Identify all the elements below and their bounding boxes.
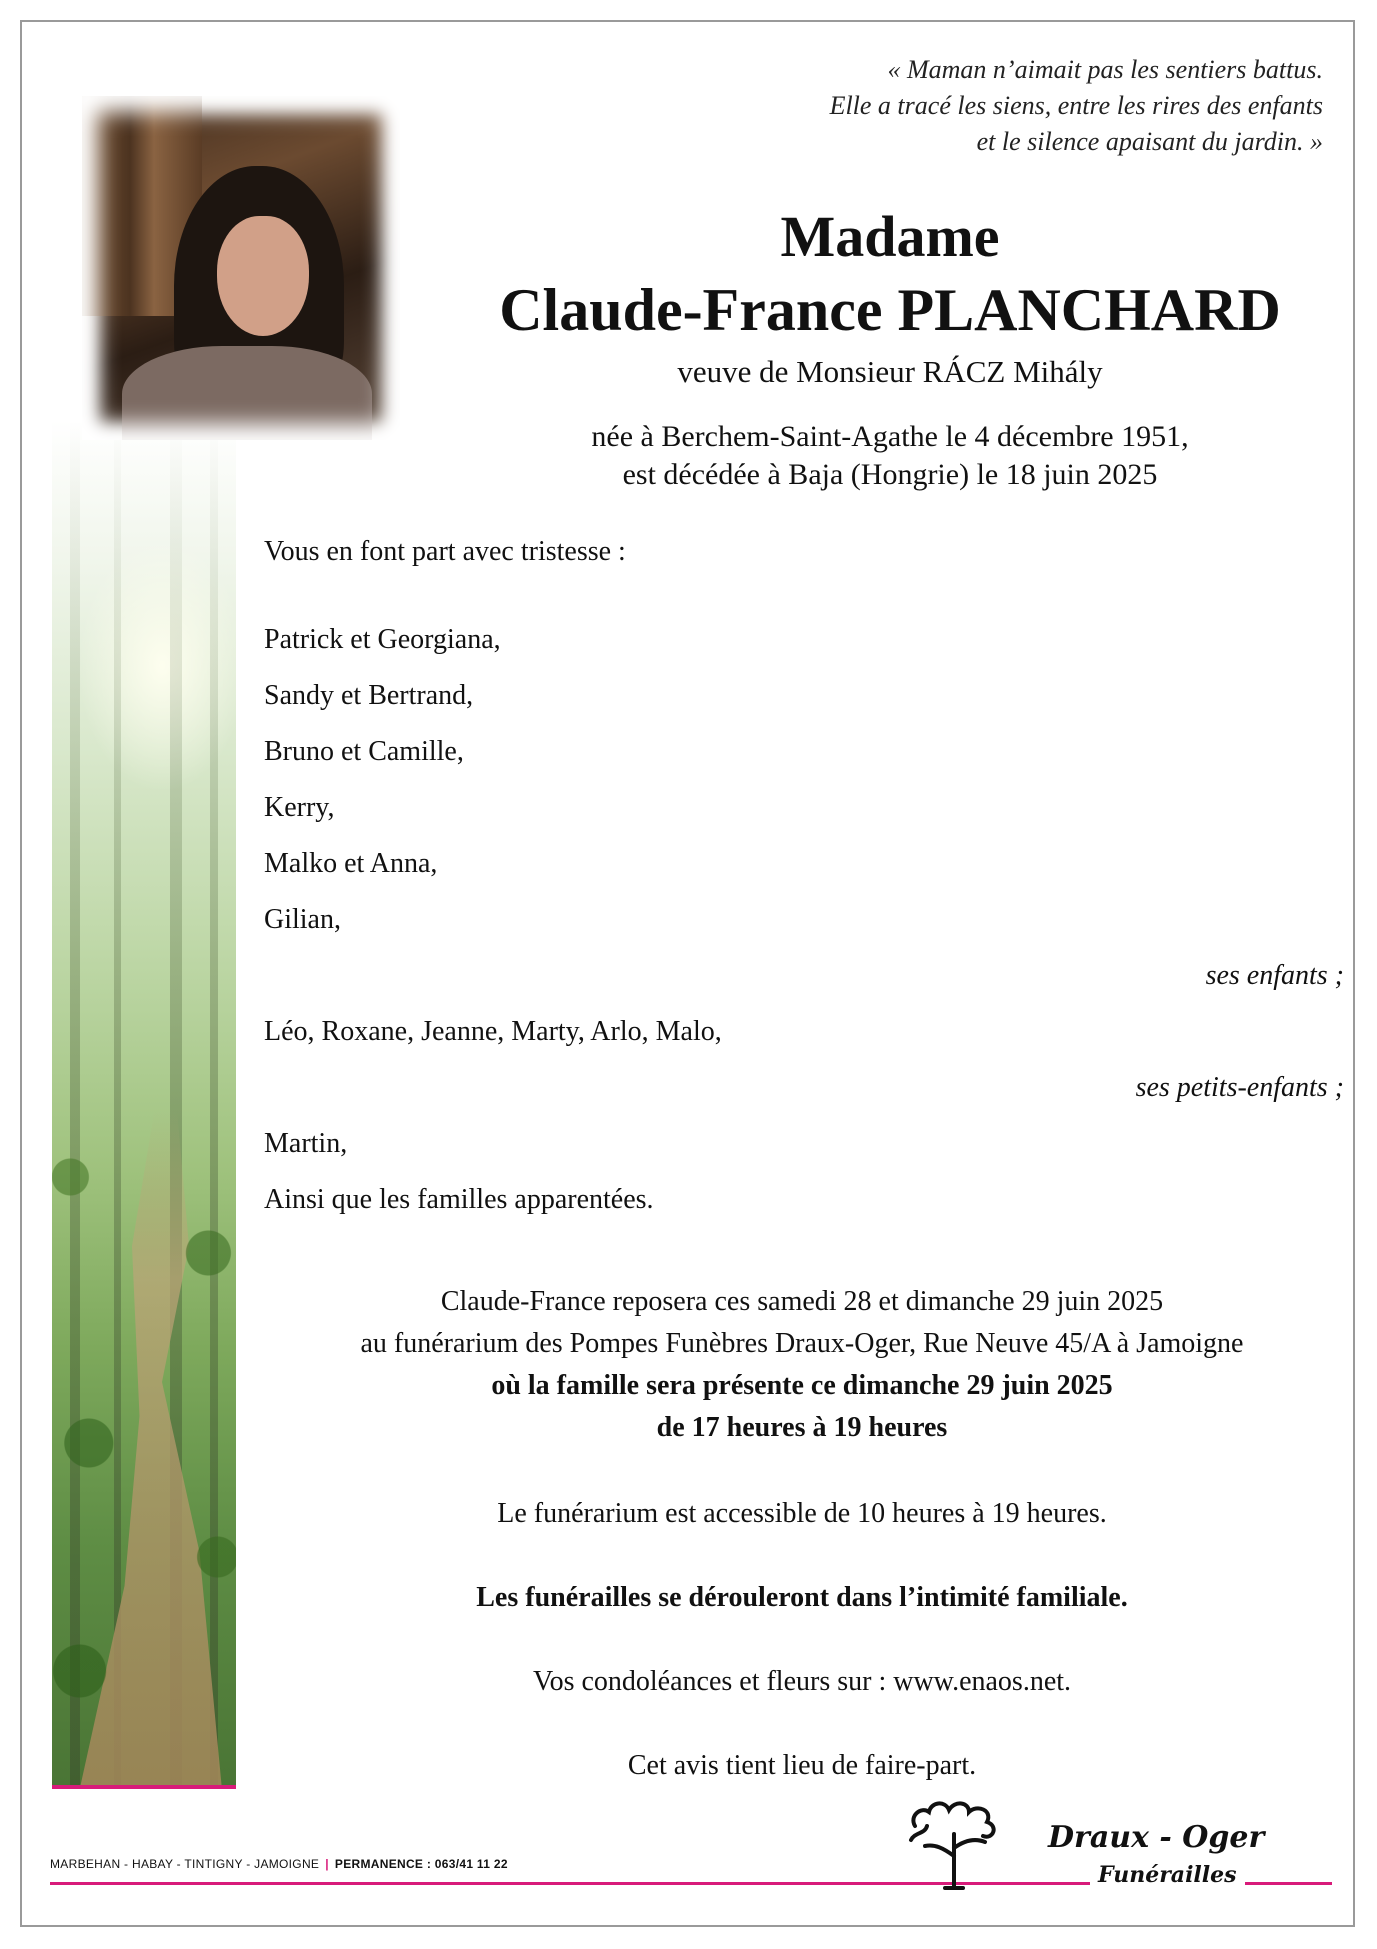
family-presence-hours: de 17 heures à 19 heures <box>656 1412 948 1443</box>
portrait-vignette <box>82 96 400 440</box>
quote-line: « Maman n’aimait pas les sentiers battus. <box>887 55 1323 84</box>
other-relative: Martin, <box>264 1128 348 1159</box>
child-name: Bruno et Camille, <box>264 736 464 767</box>
forest-accent-line <box>52 1785 236 1789</box>
funeral-note: Les funérailles se dérouleront dans l’intimité familiale. <box>476 1582 1128 1613</box>
announcement-intro: Vous en font part avec tristesse : <box>264 536 626 567</box>
access-hours: Le funérarium est accessible de 10 heures à 19 heures. <box>497 1498 1107 1529</box>
children-label: ses enfants ; <box>1205 960 1344 991</box>
forest-foliage <box>52 1025 236 1785</box>
quote-line: Elle a tracé les siens, entre les rires des enfants <box>829 91 1323 120</box>
child-name: Kerry, <box>264 792 335 823</box>
notice-statement: Cet avis tient lieu de faire-part. <box>627 1750 977 1781</box>
forest-path-image <box>52 420 236 1785</box>
child-name: Patrick et Georgiana, <box>264 624 501 655</box>
footer-permanence: PERMANENCE : 063/41 11 22 <box>334 1857 508 1871</box>
funeral-home-address: au funérarium des Pompes Funèbres Draux-Oger, Rue Neuve 45/A à Jamoigne <box>360 1328 1244 1359</box>
grandchildren-names: Léo, Roxane, Jeanne, Marty, Arlo, Malo, <box>264 1016 722 1047</box>
footer-locations: MARBEHAN - HABAY - TINTIGNY - JAMOIGNE <box>50 1857 320 1871</box>
quote-line: et le silence apaisant du jardin. » <box>976 127 1323 156</box>
family-presence: où la famille sera présente ce dimanche 29 juin 2025 <box>491 1370 1113 1401</box>
footer-separator: | <box>325 1857 329 1871</box>
birth-line: née à Berchem-Saint-Agathe le 4 décembre 1951, <box>591 420 1189 453</box>
company-logo-name: Draux - Oger <box>1048 1820 1265 1855</box>
tree-logo-icon <box>905 1796 1003 1892</box>
viewing-dates: Claude-France reposera ces samedi 28 et dimanche 29 juin 2025 <box>440 1286 1164 1317</box>
death-line: est décédée à Baja (Hongrie) le 18 juin 2025 <box>622 458 1158 491</box>
footer-info <box>50 1857 508 1871</box>
condolences-link: Vos condoléances et fleurs sur : www.enaos.net. <box>532 1666 1072 1697</box>
related-families: Ainsi que les familles apparentées. <box>264 1184 654 1215</box>
deceased-title: Madame <box>780 204 1000 269</box>
grandchildren-label: ses petits-enfants ; <box>1135 1072 1344 1103</box>
child-name: Gilian, <box>264 904 341 935</box>
widow-of: veuve de Monsieur RÁCZ Mihály <box>677 354 1103 389</box>
birth-death-dates <box>460 418 1320 494</box>
portrait-photo <box>82 96 400 440</box>
child-name: Sandy et Bertrand, <box>264 680 474 711</box>
epigraph-quote <box>623 52 1323 160</box>
company-logo-subtitle: Funérailles <box>1090 1862 1245 1888</box>
child-name: Malko et Anna, <box>264 848 438 879</box>
deceased-name: Claude-France PLANCHARD <box>499 277 1281 343</box>
